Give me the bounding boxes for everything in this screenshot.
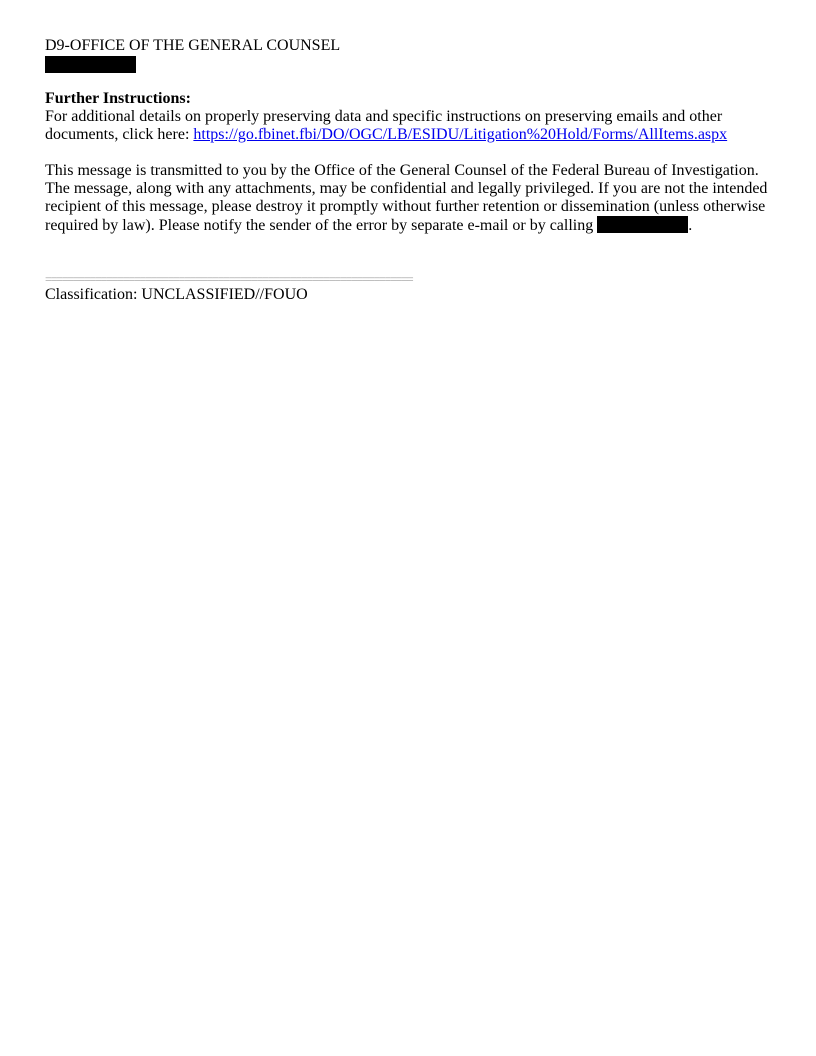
document-content <box>45 37 775 304</box>
redacted-phone-number <box>597 216 688 233</box>
notice-line-4 <box>45 216 775 235</box>
litigation-hold-link[interactable]: https://go.fbinet.fbi/DO/OGC/LB/ESIDU/Litigation%20Hold/Forms/AllItems.aspx <box>193 126 728 143</box>
instructions-line-2-prefix: documents, click here: <box>45 126 194 143</box>
instructions-line-2 <box>45 126 775 144</box>
instructions-heading: Further Instructions: <box>45 90 191 107</box>
instructions-line-1: For additional details on properly preserving data and specific instructions on preserving emails and other <box>45 108 723 125</box>
office-name: D9-OFFICE OF THE GENERAL COUNSEL <box>45 37 341 54</box>
redaction-block <box>45 56 136 73</box>
notice-line-1: This message is transmitted to you by the Office of the General Counsel of the Federal Bureau of Investigation. <box>45 162 759 179</box>
separator-line: ================================================================== <box>45 272 413 286</box>
notice-line-3: recipient of this message, please destroy it promptly without further retention or dissemination (unless otherwise <box>45 198 766 215</box>
classification-label: Classification: UNCLASSIFIED//FOUO <box>45 286 308 303</box>
notice-line-4-suffix: . <box>688 217 693 234</box>
notice-line-2: The message, along with any attachments, may be confidential and legally privileged. If you are not the intended <box>45 180 768 197</box>
notice-line-4-prefix: required by law). Please notify the sender of the error by separate e-mail or by calling <box>45 217 598 234</box>
